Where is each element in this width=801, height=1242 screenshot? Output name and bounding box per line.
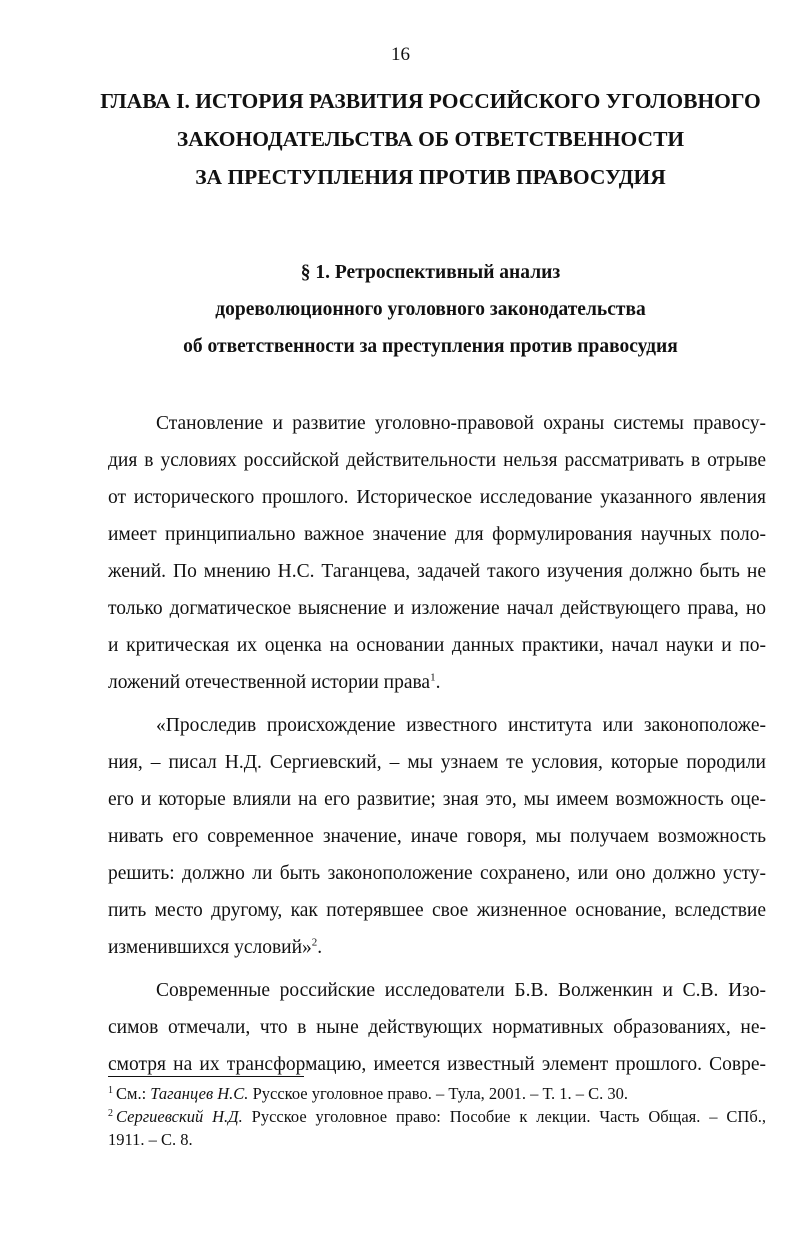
body-text	[108, 405, 766, 1089]
section-title-line: дореволюционного уголовного законодательства	[215, 299, 646, 320]
footnote-prefix: См.:	[116, 1084, 151, 1103]
text-line: ния, – писал Н.Д. Сергиевский, – мы узнаем те условия, которые породили	[108, 752, 766, 773]
text-line: «Проследив происхождение известного института или законоположе-	[156, 715, 766, 736]
sentence-end: .	[435, 672, 441, 693]
footnote-number: 2	[108, 1107, 113, 1119]
footnote-text: Русское уголовное право. – Тула, 2001. – Т. 1. – С. 30.	[248, 1084, 628, 1103]
chapter-title-line: ЗА ПРЕСТУПЛЕНИЯ ПРОТИВ ПРАВОСУДИЯ	[195, 165, 666, 189]
text-line: Становление и развитие уголовно-правовой охраны системы правосу-	[156, 413, 766, 434]
page-number: 16	[391, 44, 410, 65]
chapter-title-line: ГЛАВА I. ИСТОРИЯ РАЗВИТИЯ РОССИЙСКОГО УГОЛОВНОГО	[100, 89, 761, 113]
paragraph	[108, 707, 766, 966]
paragraph	[108, 405, 766, 701]
footnote-reference: 2	[311, 936, 318, 949]
footnote-number: 1	[108, 1084, 113, 1096]
section-title-line: § 1. Ретроспективный анализ	[300, 262, 561, 283]
text-line: решить: должно ли быть законоположение сохранено, или оно должно усту-	[108, 863, 766, 884]
chapter-title	[60, 82, 801, 196]
section-title	[60, 254, 801, 365]
text-line-content: изменившихся условий»	[108, 937, 312, 958]
footnote-author: Сергиевский Н.Д.	[116, 1107, 243, 1126]
footnote-text: Русское уголовное право: Пособие к лекции. Часть Общая. – СПб.,	[242, 1107, 766, 1126]
section-title-line: об ответственности за преступления против правосудия	[183, 336, 678, 357]
footnote-reference: 1	[430, 671, 436, 684]
text-line: Современные российские исследователи Б.В. Волженкин и С.В. Изо-	[156, 980, 766, 1001]
paragraph	[108, 972, 766, 1083]
text-line: имеет принципиально важное значение для формулирования научных поло-	[108, 524, 766, 545]
text-line	[108, 664, 766, 701]
footnotes	[108, 1082, 766, 1151]
text-line: от исторического прошлого. Историческое исследование указанного явления	[108, 487, 766, 508]
chapter-title-line: ЗАКОНОДАТЕЛЬСТВА ОБ ОТВЕТСТВЕННОСТИ	[176, 127, 685, 151]
text-line: смотря на их трансформацию, имеется известный элемент прошлого. Совре-	[108, 1054, 766, 1075]
footnote-author: Таганцев Н.С.	[150, 1084, 249, 1103]
footnote	[108, 1105, 766, 1128]
text-line: дия в условиях российской действительности нельзя рассматривать в отрыве	[108, 450, 766, 471]
text-line: жений. По мнению Н.С. Таганцева, задачей такого изучения должно быть не	[108, 561, 766, 582]
text-line: только догматическое выяснение и изложение начал действующего права, но	[108, 598, 766, 619]
footnote	[108, 1082, 766, 1105]
footnote-divider	[108, 1076, 304, 1077]
text-line: и критическая их оценка на основании данных практики, начал науки и по-	[108, 635, 766, 656]
text-line: симов отмечали, что в ныне действующих нормативных образованиях, не-	[108, 1017, 766, 1038]
footnote-continuation: 1911. – С. 8.	[108, 1130, 193, 1149]
text-line: его и которые влияли на его развитие; зная это, мы имеем возможность оце-	[108, 789, 766, 810]
text-line: пить место другому, как потерявшее свое жизненное основание, вследствие	[108, 900, 766, 921]
sentence-end: .	[317, 937, 323, 958]
text-line-content: ложений отечественной истории права	[108, 672, 431, 693]
text-line	[108, 929, 766, 966]
text-line: нивать его современное значение, иначе говоря, мы получаем возможность	[108, 826, 766, 847]
